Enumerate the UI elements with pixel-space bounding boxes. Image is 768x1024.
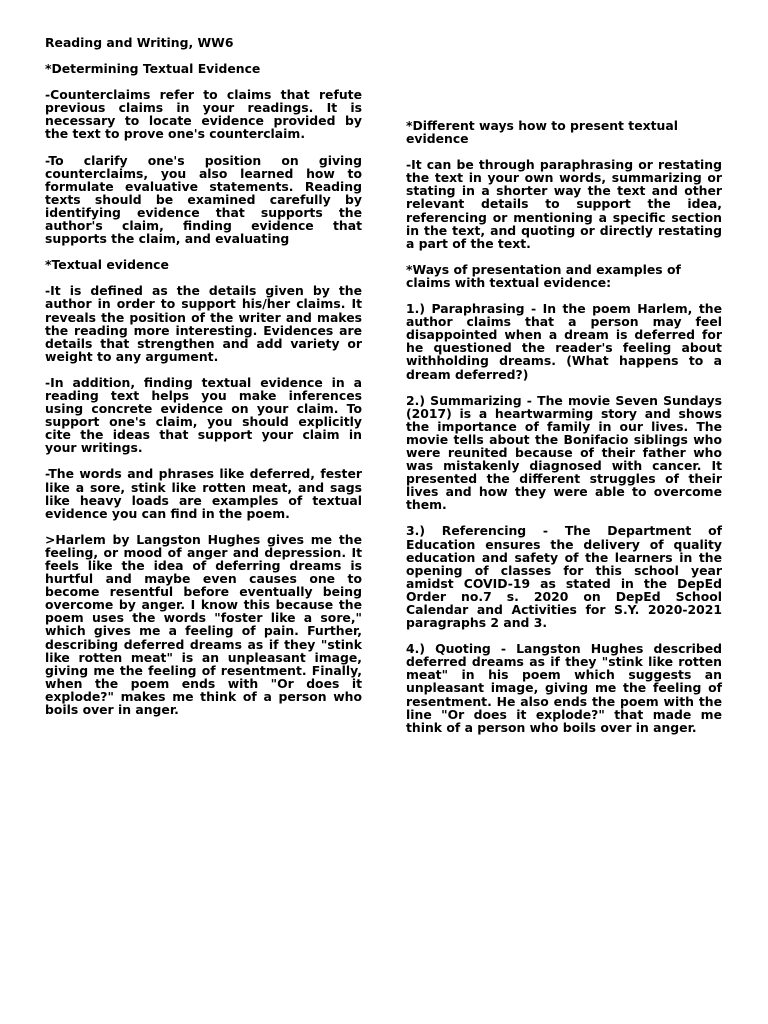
paragraph-counterclaims: -Counterclaims refer to claims that refute previous claims in your readings. It is necessary to locate evidence provided by the text to prove one's counterclaim. [45, 87, 362, 142]
heading-different-ways: *Different ways how to present textual evidence [406, 118, 678, 147]
heading-determining-textual-evidence: *Determining Textual Evidence [45, 61, 261, 77]
paragraph-clarify-position: -To clarify one's position on giving counterclaims, you also learned how to formulate evaluative statements. Reading texts should be examined carefully by identifying evidence that supports the author's claim, finding evidence that supports the claim, and evaluating [45, 152, 362, 247]
paragraph-quoting: 4.) Quoting - Langston Hughes described deferred dreams as if they "stink like rotten meat" in his poem which suggests an unpleasant image, giving me the feeling of resentment. He also ends the poem with the line "Or does it explode?" that made me think of a person who boils over in anger. [406, 641, 722, 735]
heading-textual-evidence: *Textual evidence [45, 257, 169, 273]
paragraph-paraphrasing: 1.) Paraphrasing - In the poem Harlem, the author claims that a person may feel disappointed when a dream is deferred for he questioned the reader's feeling about withholding dreams. (What happens to a dream deferred?) [406, 301, 722, 382]
right-column [406, 119, 722, 747]
paragraph-in-addition: -In addition, finding textual evidence in a reading text helps you make inferences using concrete evidence on your claim. To support one's claim, you should explicitly cite the ideas that support your claim in your writings. [45, 374, 362, 456]
paragraph-harlem-response: >Harlem by Langston Hughes gives me the feeling, or mood of anger and depression. It feels like the idea of deferring dreams is hurtful and maybe even causes one to become resentful before eventually being overcome by anger. I know this because the poem uses the words "foster like a sore," which gives me a feeling of pain. Further, describing deferred dreams as if they "stink like rotten meat" is an unpleasant image, giving me the feeling of resentment. Finally, when the poem ends with "Or does it explode?" makes me think of a person who boils over in anger. [45, 531, 362, 718]
paragraph-referencing: 3.) Referencing - The Department of Education ensures the delivery of quality education and safety of the learners in the opening of classes for this school year amidst COVID-19 as stated in the DepEd Order no.7 s. 2020 on DepEd School Calendar and Activities for S.Y. 2020-2021 paragraphs 2 and 3. [406, 523, 722, 631]
heading-ways-of-presentation: *Ways of presentation and examples of claims with textual evidence: [406, 261, 681, 290]
paragraph-summarizing: 2.) Summarizing - The movie Seven Sundays (2017) is a heartwarming story and shows the importance of family in our lives. The movie tells about the Bonifacio siblings who were reunited because of their father who was mistakenly diagnosed with cancer. It presented the different struggles of their lives and how they were able to overcome them. [406, 392, 722, 513]
document-title: Reading and Writing, WW6 [45, 35, 234, 50]
left-column [45, 36, 362, 729]
paragraph-words-and-phrases: -The words and phrases like deferred, fester like a sore, stink like rotten meat, and sags like heavy loads are examples of textual evidence you can find in the poem. [45, 466, 362, 521]
paragraph-ways-description: -It can be through paraphrasing or restating the text in your own words, summarizing or stating in a shorter way the text and other relevant details to support the idea, referencing or mentioning a specific section in the text, and quoting or directly restating a part of the text. [406, 157, 722, 251]
paragraph-definition: -It is defined as the details given by the author in order to support his/her claims. It reveals the position of the writer and makes the reading more interesting. Evidences are details that strengthen and add variety or weight to any argument. [45, 283, 362, 364]
